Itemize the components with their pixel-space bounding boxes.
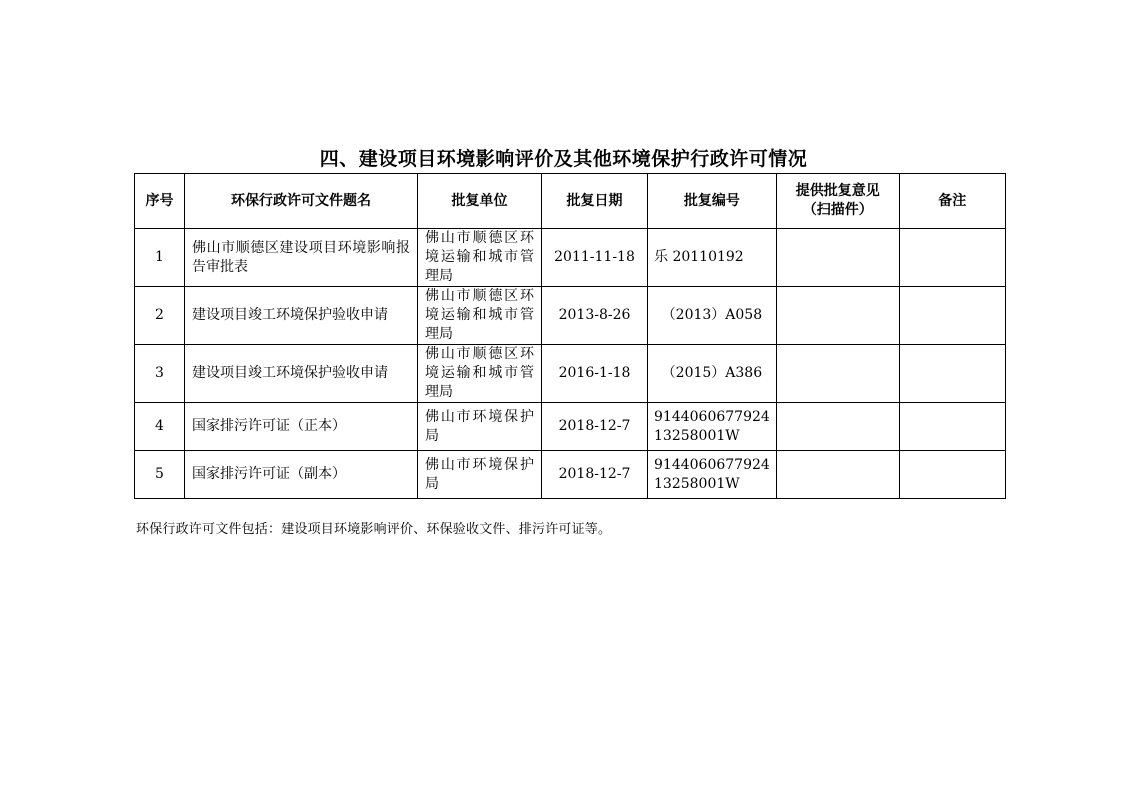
page-title: 四、建设项目环境影响评价及其他环境保护行政许可情况 [319,148,808,170]
cell-doc-title: 建设项目竣工环境保护验收申请 [185,287,418,345]
cell-date: 2018-12-7 [542,451,648,499]
table-header-row [135,174,1006,229]
cell-unit: 佛山市环境保护局 [418,403,542,451]
cell-date: 2018-12-7 [542,403,648,451]
cell-number [648,403,777,451]
cell-remark [899,287,1005,345]
cell-doc-title: 建设项目竣工环境保护验收申请 [185,345,418,403]
header-opinion-line1: 提供批复意见 [795,183,880,199]
cell-date: 2013-8-26 [542,287,648,345]
header-date: 批复日期 [542,174,648,229]
cell-opinion [776,229,899,287]
cell-date: 2011-11-18 [542,229,648,287]
cell-number: （2013）A058 [648,287,777,345]
header-opinion-line2: （扫描件） [802,202,873,218]
cell-seq: 1 [135,229,185,287]
table-row [135,451,1006,499]
cell-seq: 2 [135,287,185,345]
header-unit: 批复单位 [418,174,542,229]
header-seq: 序号 [135,174,185,229]
table-row [135,345,1006,403]
cell-doc-title: 佛山市顺德区建设项目环境影响报告审批表 [185,229,418,287]
cell-unit: 佛山市顺德区环境运输和城市管理局 [418,229,542,287]
cell-seq: 5 [135,451,185,499]
cell-date: 2016-1-18 [542,345,648,403]
table-row [135,287,1006,345]
cell-remark [899,345,1005,403]
table-row [135,403,1006,451]
cell-remark [899,403,1005,451]
cell-number [648,451,777,499]
cell-doc-title: 国家排污许可证（正本） [185,403,418,451]
permit-table [134,173,1006,499]
header-number: 批复编号 [648,174,777,229]
cell-opinion [776,403,899,451]
footnote: 环保行政许可文件包括：建设项目环境影响评价、环保验收文件、排污许可证等。 [136,522,612,537]
cell-number-line2: 13258001W [654,475,740,492]
cell-unit: 佛山市环境保护局 [418,451,542,499]
cell-number-line2: 13258001W [654,427,740,444]
cell-number-line1: 9144060677924 [654,456,770,473]
cell-seq: 3 [135,345,185,403]
cell-opinion [776,345,899,403]
cell-opinion [776,287,899,345]
cell-unit: 佛山市顺德区环境运输和城市管理局 [418,287,542,345]
cell-number-line1: 9144060677924 [654,408,770,425]
cell-opinion [776,451,899,499]
cell-number: （2015）A386 [648,345,777,403]
cell-doc-title: 国家排污许可证（副本） [185,451,418,499]
header-opinion [776,174,899,229]
table-row [135,229,1006,287]
cell-seq: 4 [135,403,185,451]
header-doc-title: 环保行政许可文件题名 [185,174,418,229]
header-remark: 备注 [899,174,1005,229]
cell-number: 乐 20110192 [648,229,777,287]
cell-remark [899,229,1005,287]
cell-unit: 佛山市顺德区环境运输和城市管理局 [418,345,542,403]
cell-remark [899,451,1005,499]
